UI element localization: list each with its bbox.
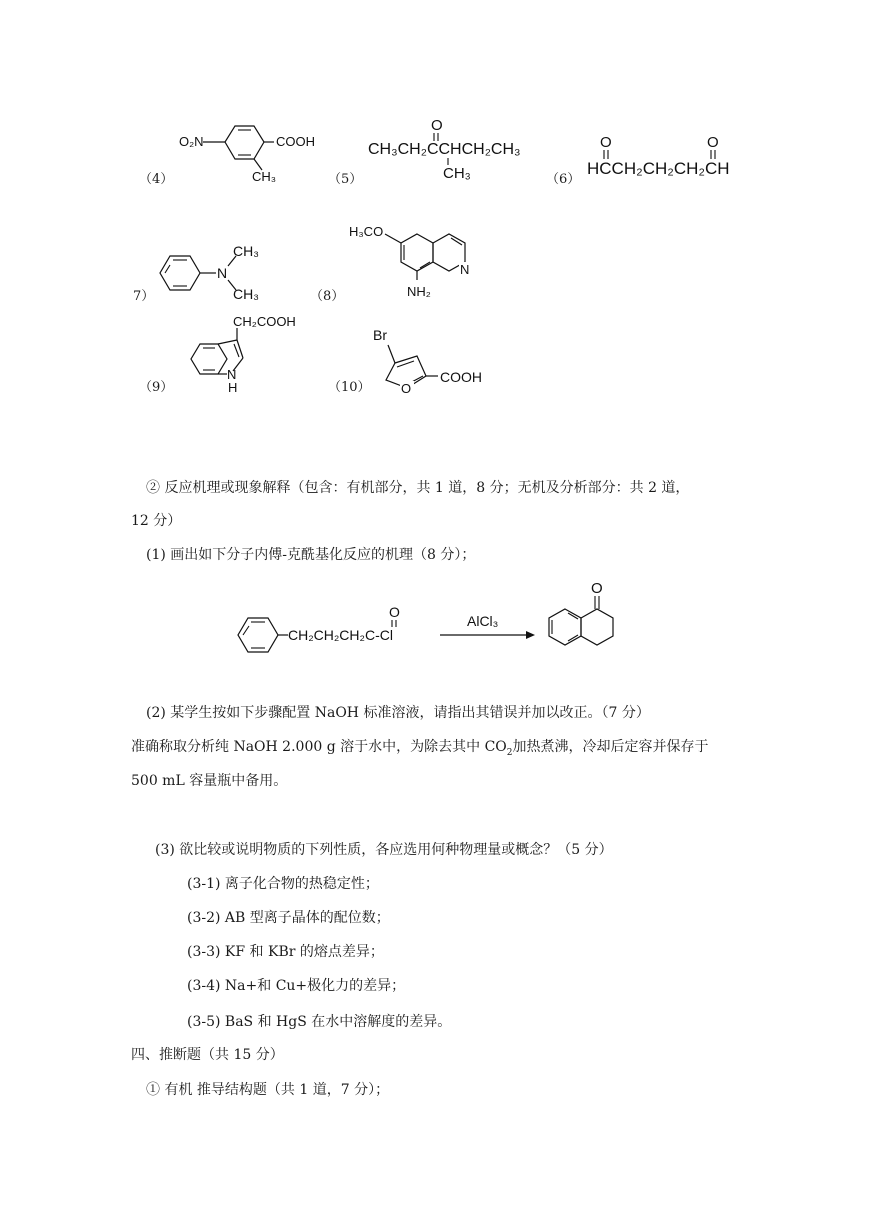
structure-6 <box>585 130 745 185</box>
s10-cooh-label: COOH <box>440 369 482 385</box>
s8-h3co-label: H₃CO <box>349 224 384 239</box>
question-2-line1: 准确称取分析纯 NaOH 2.000 g 溶于水中，为除去其中 $CO_2$加热煮沸，冷却后定容并保存于 <box>131 739 709 758</box>
q3-item-4: (3-4) Na+和 Cu+极化力的差异； <box>187 978 406 994</box>
s9-side-label: CH₂COOH <box>233 314 296 329</box>
question-2-title: (2) 某学生按如下步骤配置 NaOH 标准溶液，请指出其错误并加以改正。（7 分） <box>146 705 650 721</box>
s5-formula: CH₃CH₂CCHCH₂CH₃ <box>368 141 521 158</box>
product-o-label: O <box>591 580 603 597</box>
section2-heading-line1: ② 反应机理或现象解释（包含：有机部分，共 1 道，8 分；无机及分析部分：共 2 道， <box>146 480 690 496</box>
question-1: (1) 画出如下分子内傅-克酰基化反应的机理（8 分）； <box>146 547 476 563</box>
structure-4 <box>170 112 320 187</box>
reactant-chain-label: CH₂CH₂CH₂C-Cl <box>288 627 393 643</box>
structure-9-number: （9） <box>139 380 174 395</box>
s10-br-label: Br <box>373 327 387 343</box>
structure-5 <box>365 112 540 187</box>
structure-6-number: （6） <box>546 172 581 187</box>
section2-heading-line2: 12 分） <box>131 513 182 529</box>
s8-nh2-label: NH₂ <box>407 284 431 299</box>
s6-formula: HCCH₂CH₂CH₂CH <box>587 159 730 178</box>
s7-ch3b-label: CH₃ <box>233 286 259 302</box>
friedel-crafts-reaction <box>230 576 680 666</box>
structure-4-number: （4） <box>139 172 174 187</box>
question-2-line2: 500 mL 容量瓶中备用。 <box>131 773 288 789</box>
reactant-o-label: O <box>389 604 400 620</box>
s9-n-label: N <box>227 367 237 382</box>
section4-sub1: ① 有机 推导结构题（共 1 道，7 分）； <box>146 1082 390 1098</box>
structure-10 <box>370 318 500 396</box>
s5-ch3-label: CH₃ <box>443 165 471 182</box>
s10-o-label: O <box>401 381 412 396</box>
structure-10-number: （10） <box>328 380 371 395</box>
q3-item-3: (3-3) KF 和 KBr 的熔点差异； <box>187 944 384 960</box>
s7-n-label: N <box>217 265 228 281</box>
q3-item-1: (3-1) 离子化合物的热稳定性； <box>187 876 379 892</box>
structure-8-number: （8） <box>310 289 345 304</box>
s8-n-label: N <box>460 262 470 277</box>
section4-heading: 四、推断题（共 15 分） <box>131 1047 284 1063</box>
s6-o1-label: O <box>600 134 612 151</box>
structure-8 <box>347 218 487 303</box>
s9-h-label: H <box>228 380 238 394</box>
reagent-label: AlCl₃ <box>467 613 499 629</box>
question-3-title: (3) 欲比较或说明物质的下列性质，各应选用何种物理量或概念？（5 分） <box>155 842 613 858</box>
s5-o-label: O <box>431 117 443 134</box>
structure-7 <box>150 238 280 308</box>
q3-item-5: (3-5) BaS 和 HgS 在水中溶解度的差异。 <box>187 1014 452 1030</box>
s4-cooh-label: COOH <box>276 134 315 149</box>
structure-7-number: 7） <box>133 289 155 304</box>
s7-ch3a-label: CH₃ <box>233 243 259 259</box>
q3-item-2: (3-2) AB 型离子晶体的配位数； <box>187 910 390 926</box>
s6-o2-label: O <box>707 134 719 151</box>
s4-ch3-label: CH₃ <box>252 169 277 184</box>
structure-5-number: （5） <box>328 172 363 187</box>
structure-9 <box>172 312 312 394</box>
s4-no2-label: O₂N <box>179 134 204 149</box>
